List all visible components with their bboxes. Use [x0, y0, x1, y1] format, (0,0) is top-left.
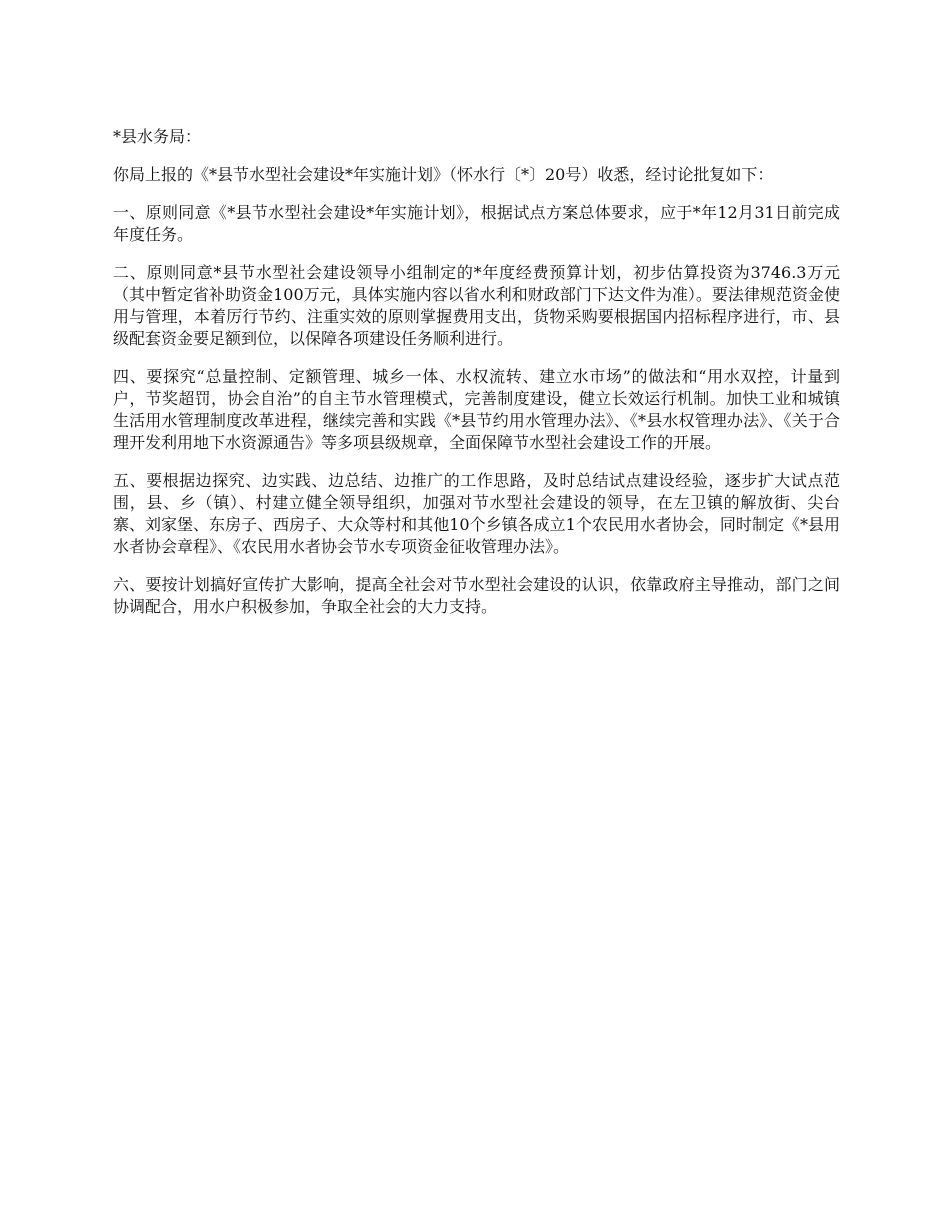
paragraph-item-5: 五、要根据边探究、边实践、边总结、边推广的工作思路，及时总结试点建设经验，逐步扩大试点范围，县、乡（镇）、村建立健全领导组织，加强对节水型社会建设的领导，在左卫镇的解放街、尖台寨、刘家堡、东房子、西房子、大众等村和其他10个乡镇各成立1个农民用水者协会，同时制定《*县用水者协会章程》、《农民用水者协会节水专项资金征收管理办法》。 — [113, 471, 840, 556]
paragraph-item-4: 四、要探究“总量控制、定额管理、城乡一体、水权流转、建立水市场”的做法和“用水双控，计量到户，节奖超罚，协会自治”的自主节水管理模式，完善制度建设，健立长效运行机制。加快工业和城镇生活用水管理制度改革进程，继续完善和实践《*县节约用水管理办法》、《*县水权管理办法》、《关于合理开发利用地下水资源通告》等多项县级规章，全面保障节水型社会建设工作的开展。 — [113, 367, 840, 452]
paragraph-intro: 你局上报的《*县节水型社会建设*年实施计划》（怀水行〔*〕20号）收悉，经讨论批复如下： — [113, 165, 774, 184]
paragraph-item-1: 一、原则同意《*县节水型社会建设*年实施计划》，根据试点方案总体要求，应于*年12月31日前完成年度任务。 — [113, 203, 840, 244]
paragraph-item-6: 六、要按计划搞好宣传扩大影响，提高全社会对节水型社会建设的认识，依靠政府主导推动，部门之间协调配合，用水户积极参加，争取全社会的大力支持。 — [113, 575, 840, 616]
paragraph-item-2: 二、原则同意*县节水型社会建设领导小组制定的*年度经费预算计划，初步估算投资为3746.3万元（其中暂定省补助资金100万元，具体实施内容以省水利和财政部门下达文件为准）。要法律规范资金使用与管理，本着厉行节约、注重实效的原则掌握费用支出，货物采购要根据国内招标程序进行，市、县级配套资金要足额到位，以保障各项建设任务顺利进行。 — [113, 263, 840, 348]
salutation: *县水务局： — [113, 127, 202, 146]
